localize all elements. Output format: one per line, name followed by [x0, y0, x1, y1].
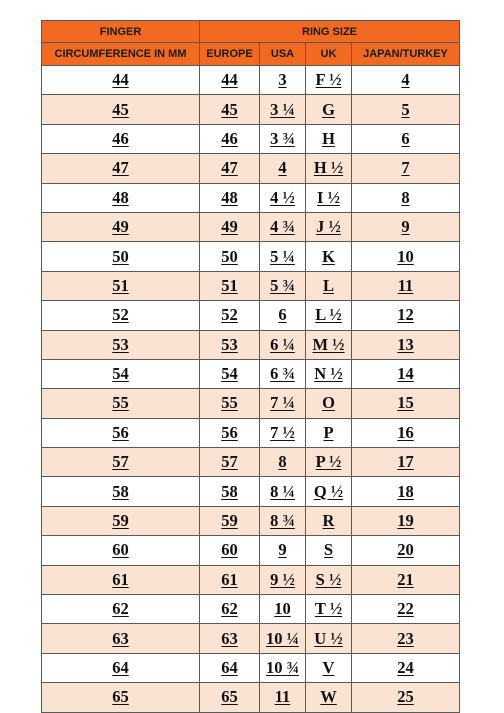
uk-cell — [306, 418, 352, 447]
usa-cell-value: 8 ¾ — [270, 511, 295, 531]
table-row — [42, 359, 460, 388]
usa-cell-value: 5 ¾ — [270, 275, 295, 295]
europe-cell-value: 50 — [221, 246, 238, 266]
japan-turkey-cell — [352, 154, 460, 183]
circumference-cell — [42, 595, 200, 624]
europe-cell — [200, 595, 260, 624]
uk-cell — [306, 95, 352, 124]
uk-cell — [306, 683, 352, 712]
japan-turkey-cell — [352, 389, 460, 418]
usa-cell — [260, 653, 306, 682]
usa-cell-value: 9 ½ — [270, 569, 295, 589]
table-row — [42, 212, 460, 241]
table-row — [42, 389, 460, 418]
uk-cell — [306, 624, 352, 653]
uk-cell-value: N ½ — [314, 364, 343, 384]
europe-cell-value: 45 — [221, 99, 238, 119]
uk-cell-value: V — [322, 658, 335, 677]
circumference-cell — [42, 653, 200, 682]
table-row — [42, 683, 460, 712]
usa-cell — [260, 301, 306, 330]
circumference-cell-value: 44 — [112, 70, 129, 90]
europe-cell-value: 51 — [221, 275, 238, 295]
uk-cell-value: Q ½ — [313, 481, 344, 501]
table-row — [42, 154, 460, 183]
uk-cell-value: I ½ — [317, 187, 340, 207]
usa-cell — [260, 624, 306, 653]
europe-cell-value: 48 — [221, 187, 238, 207]
japan-turkey-cell-value: 23 — [397, 628, 414, 648]
japan-turkey-cell-value: 24 — [397, 658, 414, 677]
usa-cell-value: 10 ¼ — [266, 628, 299, 648]
ring-size-header: RING SIZE — [200, 21, 460, 43]
japan-turkey-cell — [352, 359, 460, 388]
europe-cell-value: 59 — [221, 511, 238, 531]
uk-cell-value: U ½ — [314, 628, 343, 648]
japan-turkey-column-header: JAPAN/TURKEY — [352, 43, 460, 66]
europe-cell — [200, 477, 260, 506]
europe-cell-value: 47 — [221, 158, 238, 178]
table-row — [42, 448, 460, 477]
usa-cell-value: 6 ¼ — [270, 334, 295, 354]
uk-cell — [306, 359, 352, 388]
uk-cell — [306, 183, 352, 212]
usa-cell-value: 5 ¼ — [270, 246, 295, 266]
uk-cell — [306, 154, 352, 183]
usa-cell — [260, 565, 306, 594]
circumference-cell — [42, 95, 200, 124]
europe-cell-value: 54 — [221, 364, 238, 384]
japan-turkey-cell — [352, 301, 460, 330]
uk-cell — [306, 212, 352, 241]
circumference-cell — [42, 565, 200, 594]
europe-cell — [200, 66, 260, 95]
circumference-cell — [42, 536, 200, 565]
uk-cell — [306, 242, 352, 271]
japan-turkey-cell — [352, 448, 460, 477]
ring-size-table — [41, 20, 460, 713]
europe-cell — [200, 565, 260, 594]
japan-turkey-cell — [352, 418, 460, 447]
uk-cell — [306, 653, 352, 682]
table-header — [42, 21, 460, 66]
japan-turkey-cell-value: 16 — [397, 422, 414, 442]
europe-cell-value: 65 — [221, 687, 238, 707]
circumference-cell-value: 63 — [112, 628, 129, 648]
japan-turkey-cell-value: 15 — [397, 393, 414, 413]
table-body — [42, 66, 460, 713]
uk-cell — [306, 506, 352, 535]
japan-turkey-cell — [352, 595, 460, 624]
japan-turkey-cell — [352, 565, 460, 594]
circumference-cell — [42, 124, 200, 153]
japan-turkey-cell — [352, 66, 460, 95]
uk-cell — [306, 565, 352, 594]
uk-cell — [306, 124, 352, 153]
circumference-cell-value: 54 — [112, 364, 129, 384]
europe-cell — [200, 183, 260, 212]
japan-turkey-cell-value: 4 — [401, 70, 410, 90]
europe-cell — [200, 212, 260, 241]
uk-cell-value: M ½ — [312, 334, 345, 354]
table-row — [42, 536, 460, 565]
circumference-cell — [42, 359, 200, 388]
europe-cell-value: 53 — [221, 334, 238, 354]
circumference-cell — [42, 448, 200, 477]
europe-cell-value: 64 — [221, 658, 238, 677]
uk-cell-value: J ½ — [316, 217, 341, 237]
uk-cell — [306, 66, 352, 95]
europe-cell-value: 46 — [221, 128, 238, 148]
usa-cell-value: 11 — [274, 687, 291, 707]
circumference-cell-value: 60 — [112, 540, 129, 560]
finger-header: FINGER — [42, 21, 200, 43]
table-row — [42, 624, 460, 653]
usa-column-header: USA — [260, 43, 306, 66]
uk-cell-value: R — [322, 511, 335, 531]
japan-turkey-cell-value: 21 — [397, 569, 414, 589]
circumference-cell-value: 59 — [112, 511, 129, 531]
usa-cell-value: 3 ¾ — [270, 128, 295, 148]
europe-cell — [200, 536, 260, 565]
japan-turkey-cell — [352, 95, 460, 124]
japan-turkey-cell-value: 25 — [397, 687, 414, 707]
usa-cell-value: 8 — [278, 452, 287, 472]
circumference-cell-value: 45 — [112, 99, 129, 119]
europe-cell-value: 56 — [221, 422, 238, 442]
circumference-cell — [42, 242, 200, 271]
circumference-cell-value: 49 — [112, 217, 129, 237]
usa-cell — [260, 330, 306, 359]
circumference-cell-value: 53 — [112, 334, 129, 354]
usa-cell — [260, 212, 306, 241]
uk-cell — [306, 330, 352, 359]
table-row — [42, 271, 460, 300]
circumference-cell-value: 57 — [112, 452, 129, 472]
uk-cell — [306, 389, 352, 418]
japan-turkey-cell-value: 17 — [397, 452, 414, 472]
table-row — [42, 565, 460, 594]
usa-cell-value: 7 ¼ — [270, 393, 295, 413]
europe-cell-value: 49 — [221, 217, 238, 237]
usa-cell — [260, 95, 306, 124]
japan-turkey-cell — [352, 624, 460, 653]
circumference-cell — [42, 212, 200, 241]
circumference-cell-value: 62 — [112, 599, 129, 619]
circumference-cell — [42, 330, 200, 359]
usa-cell-value: 3 ¼ — [270, 99, 295, 119]
uk-cell-value: F ½ — [315, 70, 342, 90]
japan-turkey-cell-value: 8 — [401, 187, 410, 207]
europe-cell-value: 44 — [221, 70, 238, 90]
usa-cell — [260, 66, 306, 95]
usa-cell — [260, 242, 306, 271]
usa-cell — [260, 683, 306, 712]
table-row — [42, 653, 460, 682]
usa-cell — [260, 506, 306, 535]
japan-turkey-cell — [352, 242, 460, 271]
usa-cell — [260, 536, 306, 565]
usa-cell — [260, 477, 306, 506]
japan-turkey-cell — [352, 506, 460, 535]
europe-cell — [200, 448, 260, 477]
uk-cell — [306, 477, 352, 506]
usa-cell-value: 6 ¾ — [270, 364, 295, 384]
usa-cell — [260, 154, 306, 183]
circumference-cell-value: 50 — [112, 246, 129, 266]
europe-cell — [200, 624, 260, 653]
uk-cell-value: H — [322, 128, 335, 148]
circumference-cell — [42, 271, 200, 300]
europe-cell — [200, 301, 260, 330]
circumference-cell-value: 58 — [112, 481, 129, 501]
usa-cell-value: 8 ¼ — [270, 481, 295, 501]
uk-cell-value: P ½ — [315, 452, 342, 472]
uk-cell-value: K — [322, 246, 335, 266]
circumference-cell — [42, 477, 200, 506]
uk-cell-value: T ½ — [314, 599, 343, 619]
europe-cell — [200, 95, 260, 124]
europe-cell-value: 60 — [221, 540, 238, 560]
uk-cell — [306, 595, 352, 624]
uk-cell-value: S ½ — [315, 569, 342, 589]
uk-cell-value: L ½ — [315, 305, 342, 325]
circumference-cell — [42, 183, 200, 212]
japan-turkey-cell-value: 11 — [397, 275, 414, 295]
usa-cell — [260, 271, 306, 300]
europe-cell-value: 63 — [221, 628, 238, 648]
circumference-cell-value: 56 — [112, 422, 129, 442]
europe-cell — [200, 242, 260, 271]
japan-turkey-cell-value: 7 — [401, 158, 410, 178]
japan-turkey-cell — [352, 183, 460, 212]
usa-cell-value: 4 ½ — [270, 187, 295, 207]
usa-cell-value: 10 ¾ — [266, 658, 299, 677]
table-row — [42, 183, 460, 212]
usa-cell-value: 9 — [278, 540, 287, 560]
japan-turkey-cell-value: 9 — [401, 217, 410, 237]
japan-turkey-cell — [352, 536, 460, 565]
japan-turkey-cell-value: 12 — [397, 305, 414, 325]
europe-cell-value: 52 — [221, 305, 238, 325]
uk-cell — [306, 271, 352, 300]
europe-column-header: EUROPE — [200, 43, 260, 66]
europe-cell — [200, 653, 260, 682]
usa-cell — [260, 124, 306, 153]
circumference-cell — [42, 418, 200, 447]
circumference-cell — [42, 624, 200, 653]
japan-turkey-cell-value: 22 — [397, 599, 414, 619]
table-row — [42, 95, 460, 124]
circumference-cell — [42, 154, 200, 183]
usa-cell — [260, 389, 306, 418]
japan-turkey-cell — [352, 477, 460, 506]
circumference-cell-value: 55 — [112, 393, 129, 413]
europe-cell — [200, 271, 260, 300]
circumference-cell-value: 64 — [112, 658, 129, 677]
japan-turkey-cell-value: 18 — [397, 481, 414, 501]
japan-turkey-cell-value: 6 — [401, 128, 410, 148]
europe-cell-value: 57 — [221, 452, 238, 472]
table-row — [42, 477, 460, 506]
table-row — [42, 330, 460, 359]
table-row — [42, 242, 460, 271]
uk-cell-value: P — [323, 422, 334, 442]
usa-cell — [260, 418, 306, 447]
circumference-cell — [42, 389, 200, 418]
uk-cell-value: L — [322, 275, 334, 295]
uk-cell-value: O — [322, 393, 335, 413]
europe-cell — [200, 330, 260, 359]
usa-cell-value: 4 ¾ — [270, 217, 295, 237]
circumference-cell-value: 61 — [112, 569, 129, 589]
usa-cell-value: 10 — [274, 599, 291, 619]
circumference-cell-value: 47 — [112, 158, 129, 178]
europe-cell — [200, 389, 260, 418]
table-row — [42, 66, 460, 95]
usa-cell — [260, 183, 306, 212]
usa-cell-value: 7 ½ — [270, 422, 295, 442]
uk-cell-value: S — [323, 540, 334, 560]
japan-turkey-cell — [352, 683, 460, 712]
europe-cell — [200, 506, 260, 535]
table-row — [42, 124, 460, 153]
ring-size-chart — [41, 20, 459, 713]
circumference-cell-value: 48 — [112, 187, 129, 207]
circumference-cell-value: 46 — [112, 128, 129, 148]
europe-cell — [200, 683, 260, 712]
table-row — [42, 595, 460, 624]
europe-cell-value: 58 — [221, 481, 238, 501]
table-row — [42, 506, 460, 535]
uk-cell-value: H ½ — [313, 158, 344, 178]
japan-turkey-cell — [352, 212, 460, 241]
uk-cell-value: W — [320, 687, 337, 707]
usa-cell-value: 4 — [278, 158, 287, 178]
japan-turkey-cell — [352, 271, 460, 300]
europe-cell-value: 55 — [221, 393, 238, 413]
circumference-cell — [42, 683, 200, 712]
circumference-cell — [42, 66, 200, 95]
circumference-column-header: CIRCUMFERENCE IN MM — [42, 43, 200, 66]
uk-cell-value: G — [322, 99, 335, 119]
usa-cell — [260, 595, 306, 624]
circumference-cell-value: 51 — [112, 275, 129, 295]
circumference-cell — [42, 506, 200, 535]
usa-cell — [260, 359, 306, 388]
usa-cell — [260, 448, 306, 477]
uk-cell — [306, 301, 352, 330]
japan-turkey-cell-value: 10 — [397, 246, 414, 266]
uk-cell — [306, 536, 352, 565]
circumference-cell — [42, 301, 200, 330]
europe-cell-value: 62 — [221, 599, 238, 619]
usa-cell-value: 6 — [278, 305, 287, 325]
circumference-cell-value: 52 — [112, 305, 129, 325]
circumference-cell-value: 65 — [112, 687, 129, 707]
japan-turkey-cell — [352, 330, 460, 359]
table-row — [42, 301, 460, 330]
japan-turkey-cell-value: 19 — [397, 511, 414, 531]
uk-column-header: UK — [306, 43, 352, 66]
japan-turkey-cell — [352, 653, 460, 682]
japan-turkey-cell-value: 20 — [397, 540, 414, 560]
europe-cell — [200, 359, 260, 388]
europe-cell — [200, 154, 260, 183]
europe-cell — [200, 418, 260, 447]
table-row — [42, 418, 460, 447]
japan-turkey-cell-value: 14 — [397, 364, 414, 384]
usa-cell-value: 3 — [278, 70, 287, 90]
uk-cell — [306, 448, 352, 477]
europe-cell-value: 61 — [221, 569, 238, 589]
japan-turkey-cell — [352, 124, 460, 153]
japan-turkey-cell-value: 13 — [397, 334, 414, 354]
europe-cell — [200, 124, 260, 153]
japan-turkey-cell-value: 5 — [401, 99, 410, 119]
